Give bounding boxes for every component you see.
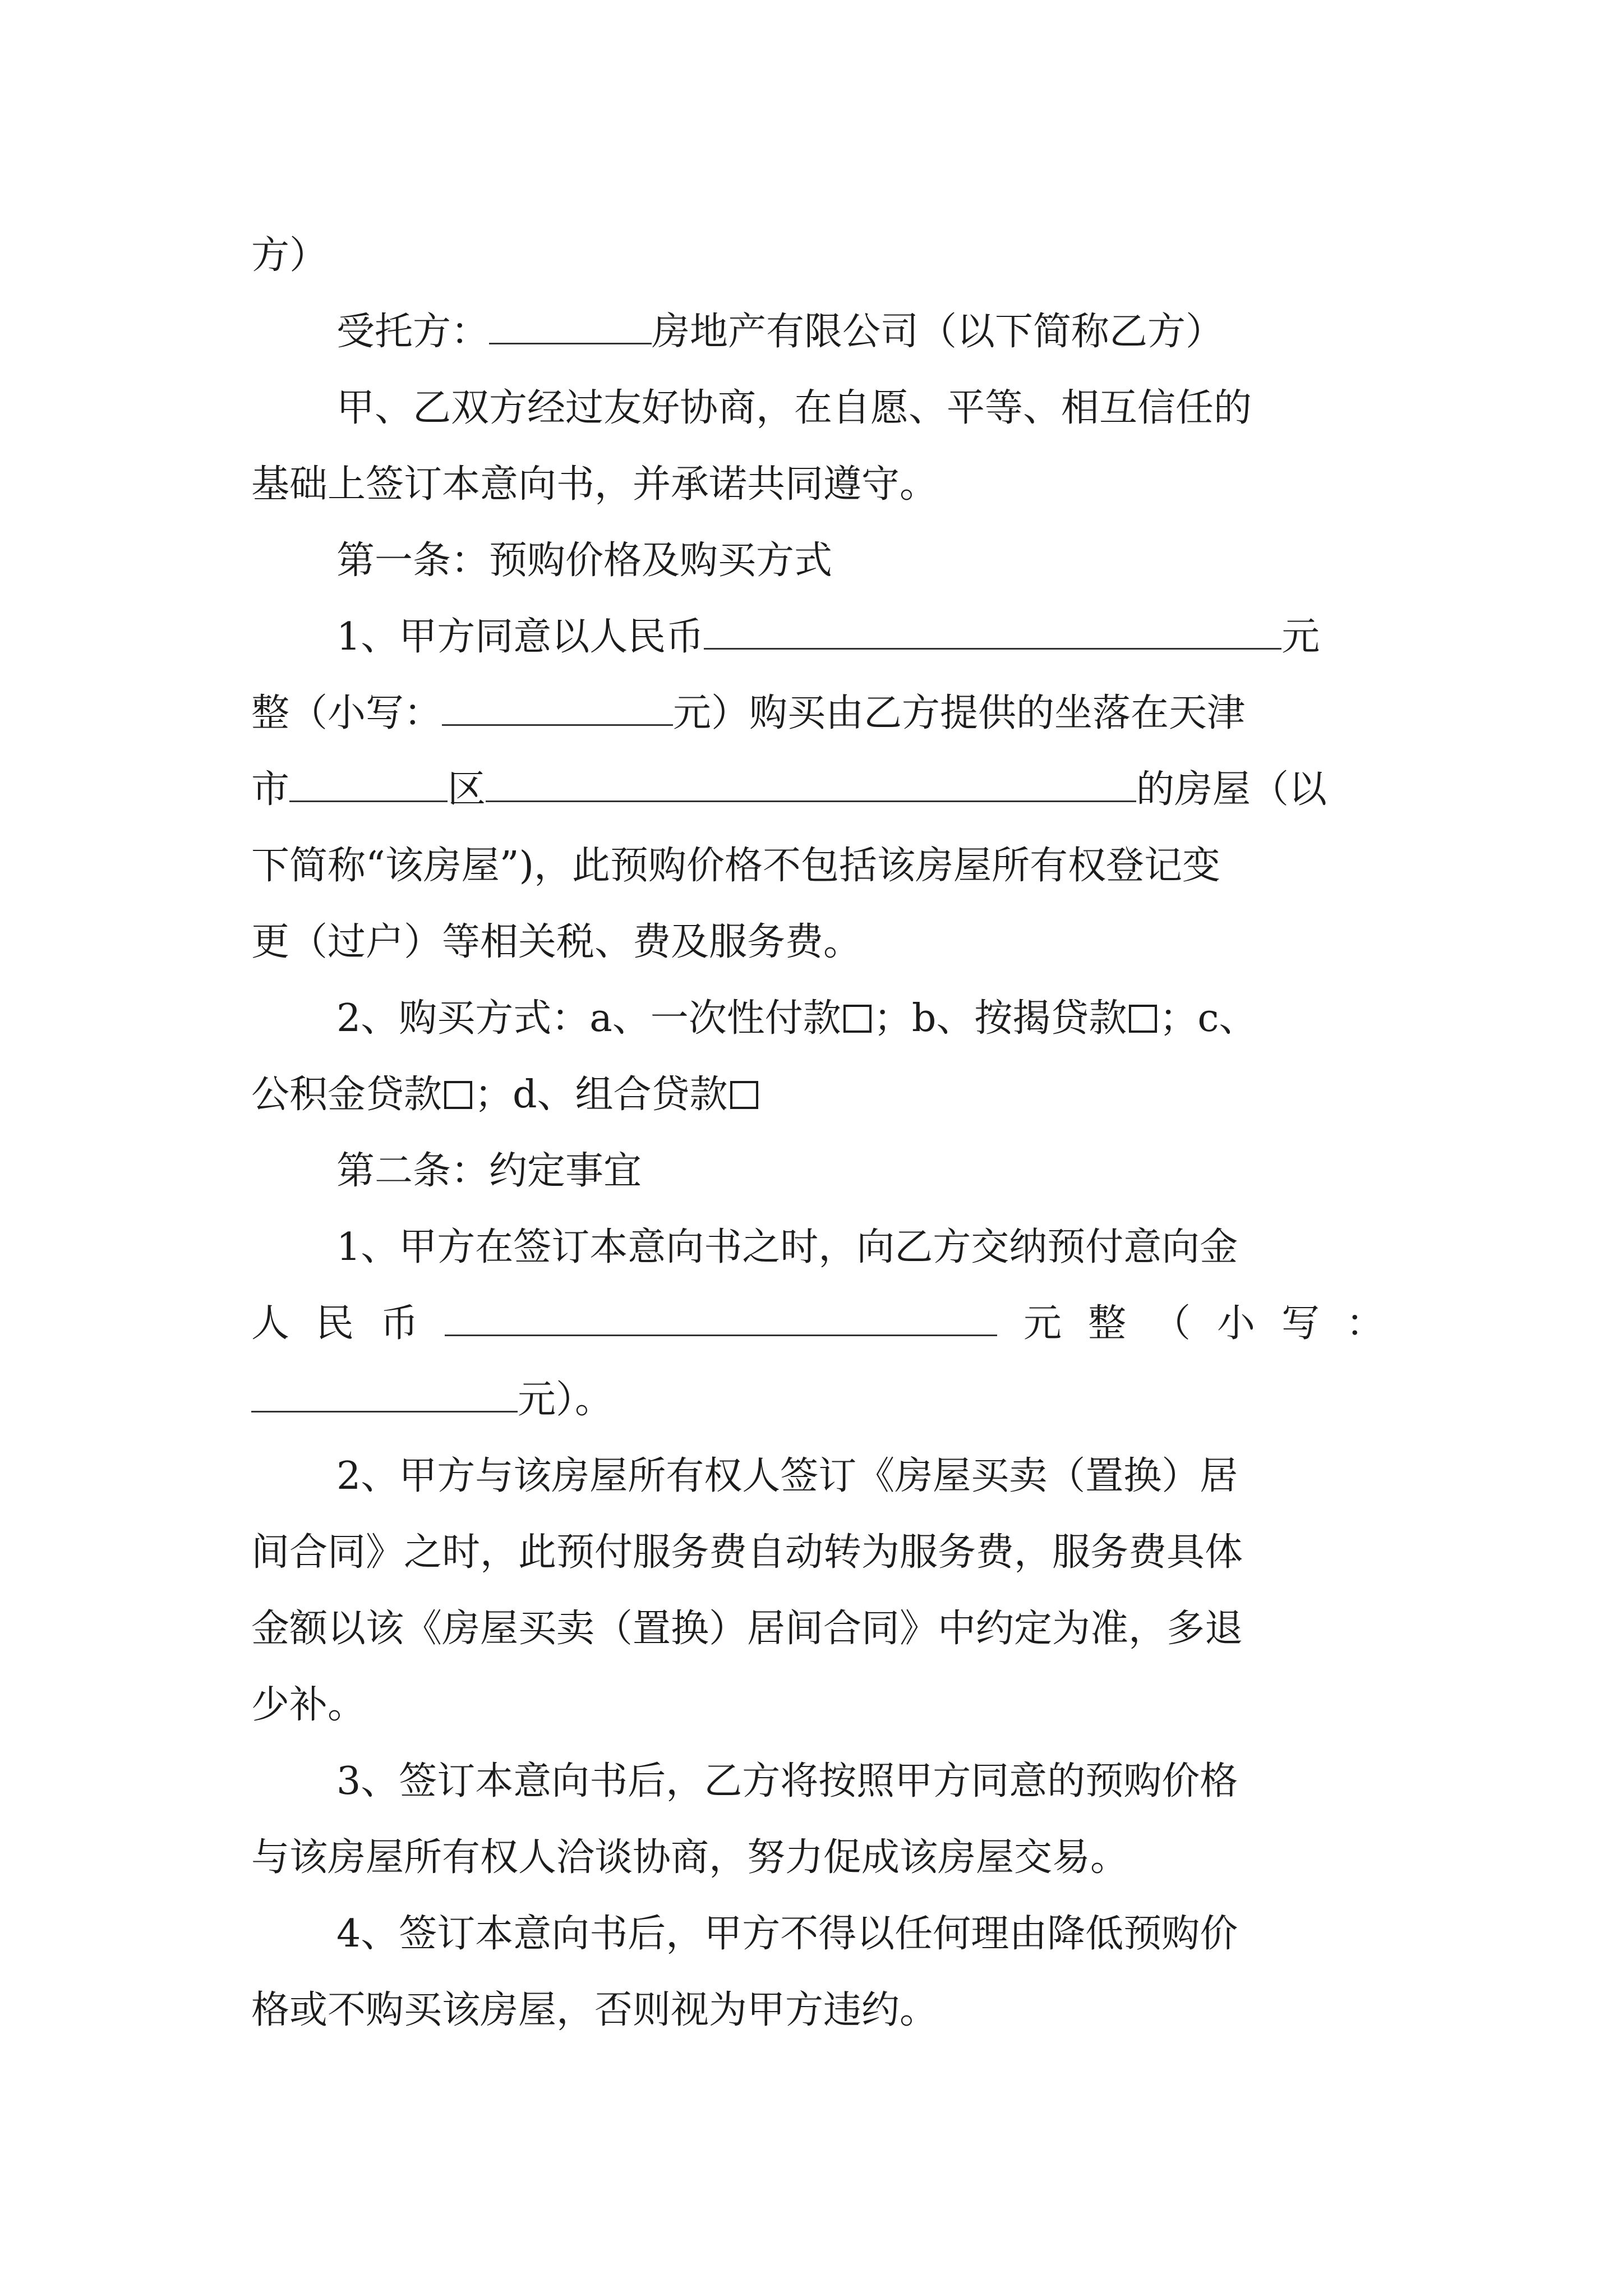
text-line: 金额以该《房屋买卖（置换）居间合同》中约定为准，多退 xyxy=(251,1607,1243,1651)
article-2-title: 第二条：约定事宜 xyxy=(336,1149,642,1193)
document-body xyxy=(251,218,1384,2049)
deposit-lowercase-blank xyxy=(251,1383,518,1412)
text-segment: 的房屋（以 xyxy=(1136,767,1327,812)
text-line: 与该房屋所有权人洽谈协商，努力促成该房屋交易。 xyxy=(251,1835,1129,1880)
price-lowercase-blank xyxy=(442,696,673,726)
paragraph-line xyxy=(251,828,1384,904)
text-line: 2、甲方与该房屋所有权人签订《房屋买卖（置换）居 xyxy=(336,1454,1238,1498)
address-line xyxy=(251,752,1384,828)
payment-method-line xyxy=(251,981,1384,1057)
text-segment: 1、甲方同意以人民币 xyxy=(336,615,704,659)
article-1-title: 第一条：预购价格及购买方式 xyxy=(336,539,833,583)
text-char: （ xyxy=(1152,1301,1191,1346)
option-mortgage-label: ；b、按揭贷款 xyxy=(873,996,1127,1041)
text-line: 1、甲方在签订本意向书之时，向乙方交纳预付意向金 xyxy=(336,1225,1238,1269)
price-amount-blank xyxy=(704,620,1281,650)
deposit-amount-blank xyxy=(445,1306,997,1336)
paragraph-line xyxy=(251,1743,1384,1820)
article-heading xyxy=(251,523,1384,599)
text-line: 甲、乙双方经过友好协商，在自愿、平等、相互信任的 xyxy=(336,386,1252,430)
paragraph-line xyxy=(251,904,1384,981)
option-combined-label: ；d、组合贷款 xyxy=(474,1073,728,1117)
trustee-label: 受托方： xyxy=(336,310,490,354)
trustee-name-blank xyxy=(489,315,652,344)
option-provident-prefix: ；c、 xyxy=(1159,996,1257,1041)
text-segment: 市 xyxy=(251,767,290,812)
text-char: 元 xyxy=(1023,1301,1062,1346)
paragraph-line xyxy=(251,1972,1384,2049)
district-blank xyxy=(289,772,448,802)
price-line xyxy=(251,599,1384,675)
text-line: 方） xyxy=(251,233,328,278)
address-blank xyxy=(486,772,1136,802)
text-char: 币 xyxy=(380,1301,419,1346)
option-provident-label: 公积金贷款 xyxy=(251,1073,442,1117)
text-line: 间合同》之时，此预付服务费自动转为服务费，服务费具体 xyxy=(251,1530,1243,1575)
paragraph-line xyxy=(251,1591,1384,1667)
paragraph-line xyxy=(251,1515,1384,1591)
payment-method-line xyxy=(251,1057,1384,1133)
text-segment: 元）购买由乙方提供的坐落在天津 xyxy=(673,691,1246,735)
text-line: 格或不购买该房屋，否则视为甲方违约。 xyxy=(251,1988,938,2032)
paragraph-line xyxy=(251,1209,1384,1286)
paragraph-line xyxy=(251,447,1384,523)
text-segment: 元 xyxy=(1281,615,1320,659)
text-line: 更（过户）等相关税、费及服务费。 xyxy=(251,920,862,964)
deposit-amount-line xyxy=(251,1286,1384,1362)
text-char: 小 xyxy=(1216,1301,1255,1346)
paragraph-line xyxy=(251,370,1384,447)
paragraph-line xyxy=(251,1896,1384,1972)
article-heading xyxy=(251,1133,1384,1209)
trustee-line xyxy=(251,294,1384,370)
text-line: 4、签订本意向书后，甲方不得以任何理由降低预购价 xyxy=(336,1912,1238,1956)
text-char: ： xyxy=(1345,1301,1384,1346)
text-char: 写 xyxy=(1281,1301,1320,1346)
provident-fund-checkbox[interactable] xyxy=(444,1081,472,1109)
text-line: 少补。 xyxy=(251,1683,366,1727)
text-char: 民 xyxy=(316,1301,354,1346)
text-line: 3、签订本意向书后，乙方将按照甲方同意的预购价格 xyxy=(336,1759,1238,1803)
mortgage-checkbox[interactable] xyxy=(1129,1005,1157,1033)
text-line: 基础上签订本意向书，并承诺共同遵守。 xyxy=(251,462,938,507)
text-segment: 区 xyxy=(448,767,486,812)
text-segment: 整（小写： xyxy=(251,691,442,735)
paragraph-line xyxy=(251,218,1384,294)
paragraph-line xyxy=(251,1438,1384,1515)
combined-loan-checkbox[interactable] xyxy=(730,1081,758,1109)
text-line: 下简称“该房屋”)，此预购价格不包括该房屋所有权登记变 xyxy=(251,844,1221,888)
deposit-lowercase-line xyxy=(251,1362,1384,1438)
paragraph-line xyxy=(251,1820,1384,1896)
text-segment: 元）。 xyxy=(518,1378,614,1422)
option-lump-sum-label: 2、购买方式：a、一次性付款 xyxy=(336,996,841,1041)
text-char: 整 xyxy=(1087,1301,1126,1346)
price-line xyxy=(251,675,1384,752)
paragraph-line xyxy=(251,1667,1384,1743)
trustee-suffix: 房地产有限公司（以下简称乙方） xyxy=(652,310,1224,354)
lump-sum-checkbox[interactable] xyxy=(843,1005,872,1033)
text-char: 人 xyxy=(251,1301,290,1346)
